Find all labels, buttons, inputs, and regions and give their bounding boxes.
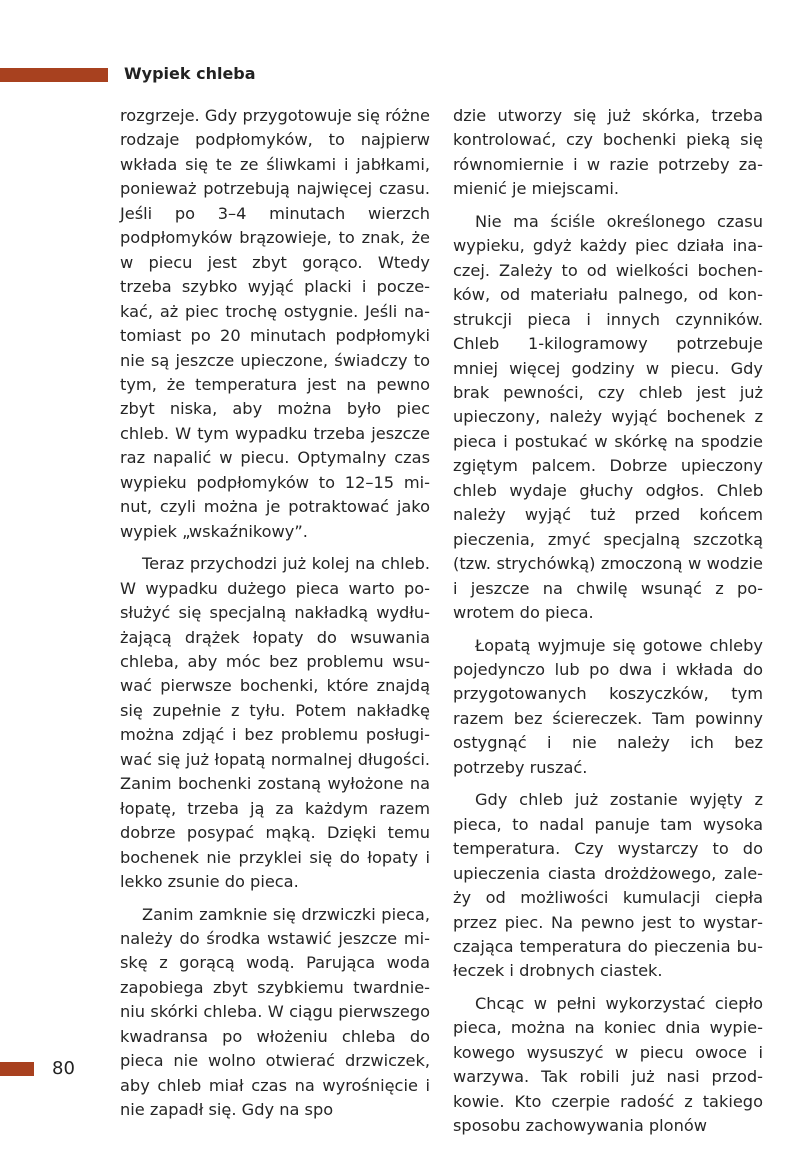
paragraph: Łopatą wyjmuje się gotowe chleby pojedynczo lub po dwa i wkłada do przygotowanych koszyczków, tym razem bez ściereczek. Tam powinny ostygnąć i nie należy ich bez potrzeby ruszać.	[453, 635, 763, 777]
right-text-column	[453, 104, 763, 1139]
section-title: Wypiek chleba	[124, 64, 256, 83]
left-text-column	[120, 104, 430, 1123]
footer-accent-bar	[0, 1062, 34, 1076]
paragraph: rozgrzeje. Gdy przygotowuje się różne rodzaje podpłomyków, to najpierw wkłada się te ze śliwkami i jabłkami, ponieważ potrzebują najwięcej czasu. Jeśli po 3–4 minutach wierzch podpłomyków brązowieje, to znak, że w piecu jest zbyt gorąco. Wtedy trzeba szybko wyjąć placki i poczekać, aż piec trochę ostygnie. Jeśli natomiast po 20 minutach podpłomyki nie są jeszcze upieczone, świadczy to tym, że temperatura jest na pewno zbyt niska, aby można było piec chleb. W tym wypadku trzeba jeszcze raz napalić w piecu. Optymalny czas wypieku podpłomyków to 12–15 minut, czyli można je potraktować jako wypiek „wskaźnikowy”.	[120, 106, 430, 541]
paragraph: Zanim zamknie się drzwiczki pieca, należy do środka wstawić jeszcze miskę z gorącą wodą. Parująca woda zapobiega zbyt szybkiemu twardnieniu skórki chleba. W ciągu pierwszego kwadransa po włożeniu chleba do pieca nie wolno otwierać drzwiczek, aby chleb miał czas na wyrośnięcie i nie zapadł się. Gdy na spo	[120, 904, 430, 1120]
page-number: 80	[52, 1058, 75, 1079]
paragraph: Nie ma ściśle określonego czasu wypieku, gdyż każdy piec działa inaczej. Zależy to od wielkości bochenków, od materiału palnego, od konstrukcji pieca i innych czynników. Chleb 1-kilogramowy potrzebuje mniej więcej godziny w piecu. Gdy brak pewności, czy chleb jest już upieczony, należy wyjąć bochenek z pieca i postukać w skórkę na spodzie zgiętym palcem. Dobrze upieczony chleb wydaje głuchy odgłos. Chleb należy wyjąć tuż przed końcem pieczenia, zmyć specjalną szczotką (tzw. strychówką) zmoczoną w wodzie i jeszcze na chwilę wsunąć z powrotem do pieca.	[453, 211, 763, 623]
paragraph: Gdy chleb już zostanie wyjęty z pieca, to nadal panuje tam wysoka temperatura. Czy wystarczy to do upieczenia ciasta drożdżowego, zależy od możliwości kumulacji ciepła przez piec. Na pewno jest to wystarczająca temperatura do pieczenia bułeczek i drobnych ciastek.	[453, 790, 763, 981]
paragraph: Teraz przychodzi już kolej na chleb. W wypadku dużego pieca warto posłużyć się specjalną nakładką wydłużającą drążek łopaty do wsuwania chleba, aby móc bez problemu wsuwać pierwsze bochenki, które znajdą się zupełnie z tyłu. Potem nakładkę można zdjąć i bez problemu posługiwać się już łopatą normalnej długości. Zanim bochenki zostaną wyłożone na łopatę, trzeba ją za każdym razem dobrze posypać mąką. Dzięki temu bochenek nie przyklei się do łopaty i lekko zsunie do pieca.	[120, 554, 430, 892]
paragraph: Chcąc w pełni wykorzystać ciepło pieca, można na koniec dnia wypiekowego wysuszyć w piecu owoce i warzywa. Tak robili już nasi przodkowie. Kto czerpie radość z takiego sposobu zachowywania plonów	[453, 993, 763, 1136]
paragraph: dzie utworzy się już skórka, trzeba kontrolować, czy bochenki pieką się równomiernie i w razie potrzeby zamienić je miejscami.	[453, 106, 763, 199]
header-accent-bar	[0, 68, 108, 82]
